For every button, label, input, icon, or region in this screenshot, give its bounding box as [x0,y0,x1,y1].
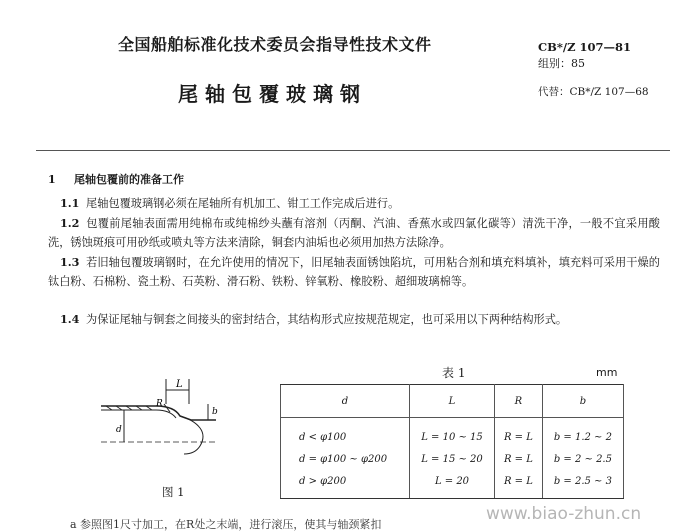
paragraph-text: 为保证尾轴与铜套之间接头的密封结合，其结构形式应按规范规定，也可采用以下两种结构形式。 [86,313,568,326]
column-header-b: b [542,385,623,418]
paragraph-text: 包覆前尾轴表面需用纯棉布或纯棉纱头蘸有溶剂（丙酮、汽油、香蕉水或四氯化碳等）清洗干净，一般不宜采用酸洗，锈蚀斑痕可用砂纸或喷丸等方法来清除，铜套内油垢也必须用加热方法除净。 [48,217,660,249]
column-header-R: R [495,385,543,418]
table-cell: d > φ200 [281,470,410,499]
paragraph-1-1 [48,194,660,213]
table-cell: d < φ100 [281,418,410,449]
table-unit: mm [596,366,618,379]
table-cell: R = L [495,470,543,499]
table-row [281,448,624,470]
header-divider [36,150,670,151]
table-row [281,418,624,449]
table-caption: 表 1 [442,366,466,380]
section-heading [48,171,184,187]
figure-1-drawing [96,376,246,476]
column-header-d: d [281,385,410,418]
figure-caption: 图 1 [162,485,185,499]
paragraph-1-4 [48,310,660,329]
table-cell: R = L [495,448,543,470]
paragraph-1-2 [48,214,660,252]
label-R: R [156,399,163,409]
paragraph-text: 若旧轴包覆玻璃钢时，在允许使用的情况下，旧尾轴表面锈蚀陷坑，可用粘合剂和填充料填补，填充料可采用干燥的钛白粉、石棉粉、瓷土粉、石英粉、滑石粉、铁粉、锌氧粉、橡胶粉、超细玻璃棉等。 [48,256,660,288]
section-title: 尾轴包覆前的准备工作 [74,173,184,186]
table-cell: b = 1.2 ~ 2 [542,418,623,449]
paragraph-number: 1.4 [60,312,80,326]
flange-curve [180,416,203,454]
table-1 [280,384,624,499]
group-number: 组别：85 [538,57,585,70]
table-cell: b = 2.5 ~ 3 [542,470,623,499]
bottom-partial-text: a 参照图1尺寸加工，在R处之末端，进行滚压，使其与轴颈紧扣 [70,518,382,531]
paragraph-text: 尾轴包覆玻璃钢必须在尾轴所有机加工、钳工工作完成后进行。 [86,197,400,210]
table-header-row [281,385,624,418]
label-L: L [176,379,183,390]
label-d: d [116,425,122,435]
paragraph-number: 1.2 [60,216,80,230]
table-cell: b = 2 ~ 2.5 [542,448,623,470]
header-title: 全国船舶标准化技术委员会指导性技术文件 [118,35,432,54]
watermark: www.biao-zhun.cn [486,504,642,524]
table-cell: d = φ100 ~ φ200 [281,448,410,470]
paragraph-1-3 [48,253,660,291]
column-header-L: L [409,385,494,418]
standard-code: CB*/Z 107—81 [538,40,631,54]
paragraph-number: 1.1 [60,196,80,210]
document-title: 尾轴包覆玻璃钢 [178,82,367,106]
table-cell: R = L [495,418,543,449]
table-cell: L = 10 ~ 15 [409,418,494,449]
table-cell: L = 15 ~ 20 [409,448,494,470]
label-b: b [212,407,218,417]
table-cell: L = 20 [409,470,494,499]
table-row [281,470,624,499]
inner-contour [101,410,176,418]
replaces-standard: 代替：CB*/Z 107—68 [538,86,649,98]
section-number: 1 [48,173,56,186]
paragraph-number: 1.3 [60,255,80,269]
